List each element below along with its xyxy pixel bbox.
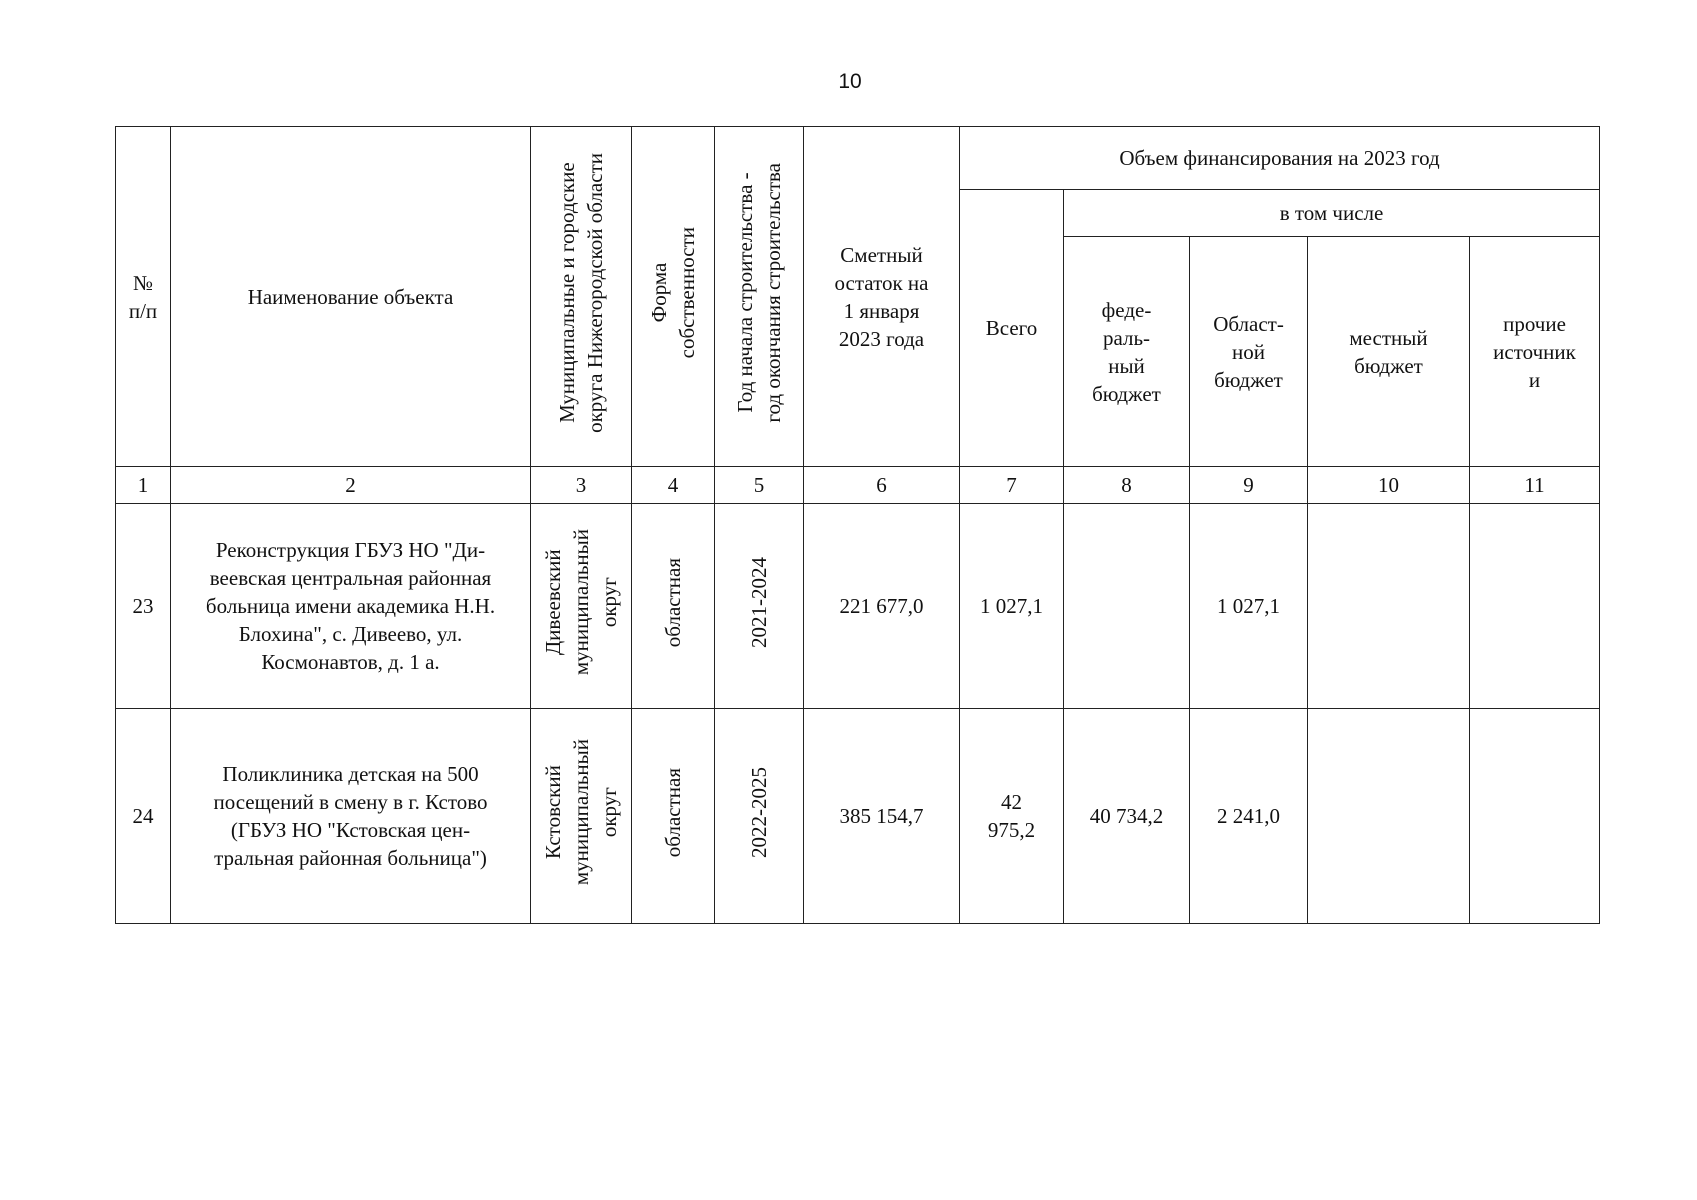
- table-row: [116, 709, 1600, 924]
- header-ownership-line-2: собственности: [675, 227, 699, 359]
- column-number: 7: [960, 467, 1064, 504]
- object-name-line: (ГБУЗ НО "Кстовская цен-: [230, 818, 471, 842]
- header-including: [1064, 190, 1600, 237]
- header-including-text: в том числе: [1279, 201, 1384, 225]
- district-line: округ: [597, 577, 621, 628]
- header-municipal-line-2: округа Нижегородской области: [583, 153, 607, 433]
- header-ownership-form: [632, 127, 715, 467]
- district-line: Кстовский: [541, 765, 565, 860]
- header-federal-line-1: феде-: [1101, 297, 1152, 322]
- row-number: 23: [116, 504, 171, 709]
- header-local-budget: [1308, 237, 1470, 467]
- header-estimate-line-2: остаток на: [834, 270, 929, 295]
- object-name-line: Реконструкция ГБУЗ НО "Ди-: [215, 538, 486, 562]
- column-number: 11: [1470, 467, 1600, 504]
- header-other-line-1: прочие: [1503, 311, 1566, 336]
- object-name: [171, 709, 531, 924]
- ownership-form-text: областная: [661, 767, 685, 858]
- object-name-line: Поликлиника детская на 500: [222, 762, 479, 786]
- header-num-line-2: п/п: [128, 298, 158, 323]
- column-number: 1: [116, 467, 171, 504]
- header-estimate-line-4: 2023 года: [838, 326, 925, 351]
- district-line: Дивеевский: [541, 549, 565, 656]
- municipal-district: [531, 709, 632, 924]
- header-row-1: [116, 127, 1600, 190]
- regional-budget: 1 027,1: [1190, 504, 1308, 709]
- header-years-line-1: Год начала строительства -: [733, 172, 757, 414]
- header-local-line-1: местный: [1349, 325, 1428, 350]
- header-financing-volume: [960, 127, 1600, 190]
- page-number: 10: [838, 70, 862, 93]
- ownership-form-text: областная: [661, 557, 685, 648]
- row-number: 24: [116, 709, 171, 924]
- header-municipal-district-text: [553, 153, 609, 433]
- estimate-balance: 385 154,7: [804, 709, 960, 924]
- header-num-line-1: №: [132, 270, 154, 295]
- header-estimate-balance: [804, 127, 960, 467]
- object-name-line: Космонавтов, д. 1 а.: [261, 650, 440, 674]
- column-number: 3: [531, 467, 632, 504]
- financing-total: [960, 504, 1064, 709]
- header-object-name-text: Наименование объекта: [247, 284, 454, 309]
- local-budget: [1308, 709, 1470, 924]
- object-name-line: тральная районная больница"): [214, 846, 487, 870]
- column-number: 10: [1308, 467, 1470, 504]
- object-name-line: посещений в смену в г. Кстово: [213, 790, 488, 814]
- federal-budget: 40 734,2: [1064, 709, 1190, 924]
- header-municipal-line-1: Муниципальные и городские: [555, 162, 579, 424]
- header-federal-line-4: бюджет: [1092, 381, 1161, 406]
- header-object-name: [171, 127, 531, 467]
- header-financing-text: Объем финансирования на 2023 год: [1119, 146, 1440, 170]
- header-federal-line-2: раль-: [1102, 325, 1151, 350]
- column-numbers-row: [116, 467, 1600, 504]
- financing-total-line: 975,2: [987, 818, 1036, 842]
- other-sources: [1470, 709, 1600, 924]
- financing-table: [115, 126, 1600, 924]
- header-estimate-line-1: Сметный: [840, 242, 923, 267]
- table-row: [116, 504, 1600, 709]
- district-line: муниципальный: [569, 529, 593, 676]
- municipal-district-text: [539, 529, 623, 675]
- municipal-district-text: [539, 739, 623, 885]
- construction-years-text: 2021-2024: [747, 557, 771, 648]
- header-years-text: [731, 163, 787, 423]
- header-construction-years: [715, 127, 804, 467]
- federal-budget: [1064, 504, 1190, 709]
- header-local-line-2: бюджет: [1354, 353, 1423, 378]
- header-regional-line-1: Област-: [1213, 311, 1284, 336]
- header-regional-line-2: ной: [1232, 339, 1265, 364]
- header-other-line-2: источник: [1493, 339, 1576, 364]
- header-federal-budget: [1064, 237, 1190, 467]
- column-number: 6: [804, 467, 960, 504]
- header-ownership-text: [645, 227, 701, 358]
- object-name-line: веевская центральная районная: [209, 566, 492, 590]
- object-name: [171, 504, 531, 709]
- construction-years-text: 2022-2025: [747, 767, 771, 858]
- header-total: [960, 190, 1064, 467]
- local-budget: [1308, 504, 1470, 709]
- financing-total-line: 1 027,1: [980, 594, 1043, 618]
- column-number: 8: [1064, 467, 1190, 504]
- header-years-line-2: год окончания строительства: [761, 163, 785, 423]
- header-total-text: Всего: [985, 316, 1038, 340]
- ownership-form: [632, 504, 715, 709]
- header-num: [116, 127, 171, 467]
- municipal-district: [531, 504, 632, 709]
- header-other-line-3: и: [1528, 367, 1541, 392]
- financing-total: [960, 709, 1064, 924]
- object-name-line: больница имени академика Н.Н.: [205, 594, 496, 618]
- other-sources: [1470, 504, 1600, 709]
- column-number: 9: [1190, 467, 1308, 504]
- column-number: 5: [715, 467, 804, 504]
- header-ownership-line-1: Форма: [647, 263, 671, 323]
- header-other-sources: [1470, 237, 1600, 467]
- object-name-line: Блохина", с. Дивеево, ул.: [238, 622, 463, 646]
- column-number: 4: [632, 467, 715, 504]
- estimate-balance: 221 677,0: [804, 504, 960, 709]
- ownership-form: [632, 709, 715, 924]
- construction-years: [715, 709, 804, 924]
- header-regional-budget: [1190, 237, 1308, 467]
- financing-total-line: 42: [1001, 790, 1022, 814]
- district-line: округ: [597, 787, 621, 838]
- header-regional-line-3: бюджет: [1214, 367, 1283, 392]
- header-municipal-district: [531, 127, 632, 467]
- district-line: муниципальный: [569, 739, 593, 886]
- regional-budget: 2 241,0: [1190, 709, 1308, 924]
- header-estimate-line-3: 1 января: [843, 298, 920, 323]
- column-number: 2: [171, 467, 531, 504]
- construction-years: [715, 504, 804, 709]
- header-federal-line-3: ный: [1108, 353, 1145, 378]
